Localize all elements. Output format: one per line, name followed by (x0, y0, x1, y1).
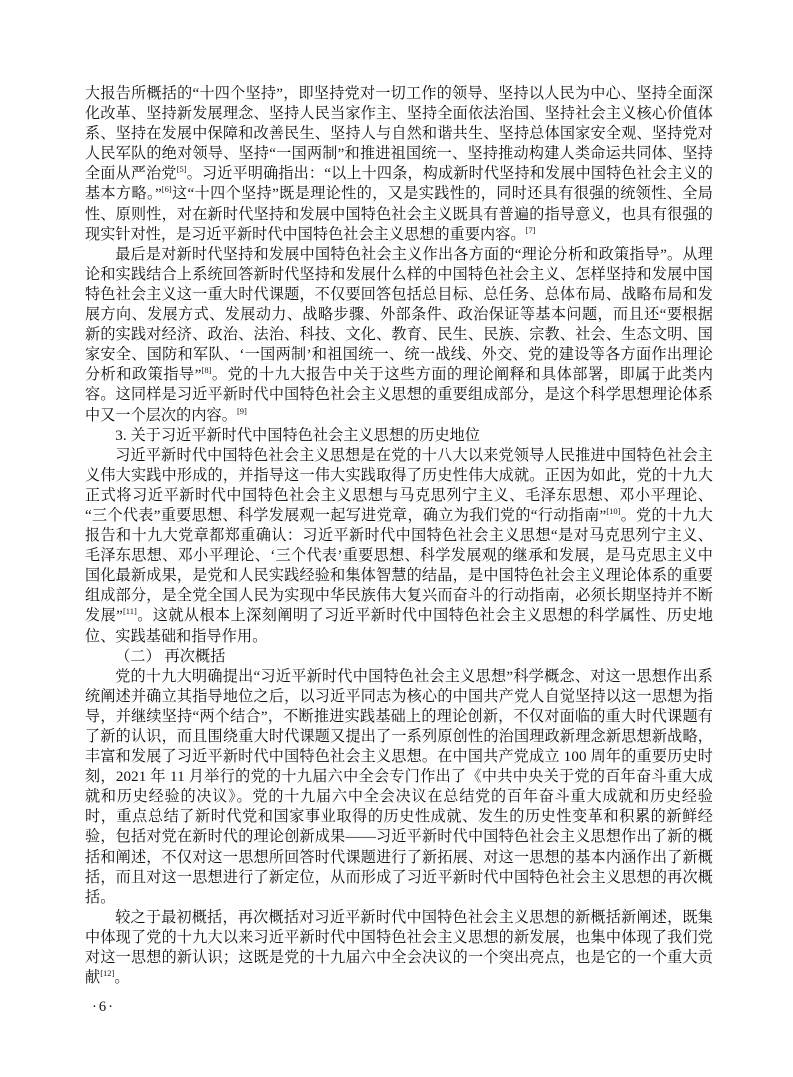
paragraph: 大报告所概括的“十四个坚持”，即坚持党对一切工作的领导、坚持以人民为中心、坚持全面深化改革、坚持新发展理念、坚持人民当家作主、坚持全面依法治国、坚持社会主义核心价值体系、坚持在发展中保障和改善民生、坚持人与自然和谐共生、坚持总体国家安全观、坚持党对人民军队的绝对领导、坚持“一国两制”和推进祖国统一、坚持推动构建人类命运共同体、坚持全面从严治党[5]。习近平明确指出：“以上十四条，构成新时代坚持和发展中国特色社会主义的基本方略。”[6]这“十四个坚持”既是理论性的，又是实践性的，同时还具有很强的统领性、全局性、原则性，对在新时代坚持和发展中国特色社会主义既具有普遍的指导意义，也具有很强的现实针对性，是习近平新时代中国特色社会主义思想的重要内容。[7] (85, 86, 713, 243)
paragraph: 较之于最初概括，再次概括对习近平新时代中国特色社会主义思想的新概括新阐述，既集中体现了党的十九大以来习近平新时代中国特色社会主义思想的新发展，也集中体现了我们党对这一思想的新认识；这既是党的十九届六中全会决议的一个突出亮点，也是它的一个重大贡献[12]。 (85, 909, 713, 987)
footnote-ref: [8] (201, 365, 212, 376)
paragraph: 党的十九大明确提出“习近平新时代中国特色社会主义思想”科学概念、对这一思想作出系统阐述并确立其指导地位之后，以习近平同志为核心的中国共产党人自觉坚持以这一思想为指导，并继续坚持“两个结合”，不断推进实践基础上的理论创新，不仅对面临的重大时代课题有了新的认识，而且围绕重大时代课题又提出了一系列原创性的治国理政新理念新思想新战略，丰富和发展了习近平新时代中国特色社会主义思想。在中国共产党成立 100 周年的重要历史时刻，2021 年 11 月举行的党的十九届六中全会专门作出了《中共中央关于党的百年奋斗重大成就和历史经验的决议》。党的十九届六中全会决议在总结党的百年奋斗重大成就和历史经验时，重点总结了新时代党和国家事业取得的历史性成就、发生的历史性变革和积累的新鲜经验，包括对党在新时代的理论创新成果——习近平新时代中国特色社会主义思想作出了新的概括和阐述，不仅对这一思想所回答时代课题进行了新拓展、对这一思想的基本内涵作出了新概括，而且对这一思想进行了新定位，从而形成了习近平新时代中国特色社会主义思想的再次概括。 (85, 668, 713, 906)
footnote-ref: [9] (236, 405, 247, 416)
footnote-ref: [5] (176, 164, 187, 175)
footnote-ref: [6] (161, 184, 172, 195)
footnote-ref: [7] (525, 224, 536, 235)
footnote-ref: [11] (122, 606, 137, 617)
footnote-ref: [10] (606, 505, 621, 516)
text-block (85, 84, 713, 988)
paragraph: 最后是对新时代坚持和发展中国特色社会主义作出各方面的“理论分析和政策指导”。从理论和实践结合上系统回答新时代坚持和发展什么样的中国特色社会主义、怎样坚持和发展中国特色社会主义这一重大时代课题，不仅要回答包括总目标、总任务、总体布局、战略布局和发展方向、发展方式、发展动力、战略步骤、外部条件、政治保证等基本问题，而且还“要根据新的实践对经济、政治、法治、科技、文化、教育、民生、民族、宗教、社会、生态文明、国家安全、国防和军队、‘一国两制’和祖国统一、统一战线、外交、党的建设等各方面作出理论分析和政策指导”[8]。党的十九大报告中关于这些方面的理论阐释和具体部署，即属于此类内容。这同样是习近平新时代中国特色社会主义思想的重要组成部分，是这个科学思想理论体系中又一个层次的内容。[9] (85, 246, 714, 424)
paragraph: 习近平新时代中国特色社会主义思想是在党的十八大以来党领导人民推进中国特色社会主义伟大实践中形成的，并指导这一伟大实践取得了历史性伟大成就。正因为如此，党的十九大正式将习近平新时代中国特色社会主义思想与马克思列宁主义、毛泽东思想、邓小平理论、“三个代表”重要思想、科学发展观一起写进党章，确立为我们党的“行动指南”[10]。党的十九大报告和十九大党章都郑重确认：习近平新时代中国特色社会主义思想“是对马克思列宁主义、毛泽东思想、邓小平理论、‘三个代表’重要思想、科学发展观的继承和发展，是马克思主义中国化最新成果，是党和人民实践经验和集体智慧的结晶，是中国特色社会主义理论体系的重要组成部分，是全党全国人民为实现中华民族伟大复兴而奋斗的行动指南，必须长期坚持并不断发展”[11]。这就从根本上深刻阐明了习近平新时代中国特色社会主义思想的科学属性、历史地位、实践基础和指导作用。 (85, 447, 714, 645)
page-number: ·6· (92, 999, 115, 1015)
footnote-ref: [12] (100, 968, 115, 979)
section-heading: 3. 关于习近平新时代中国特色社会主义思想的历史地位 (115, 427, 481, 444)
section-heading: （二） 再次概括 (115, 648, 226, 665)
